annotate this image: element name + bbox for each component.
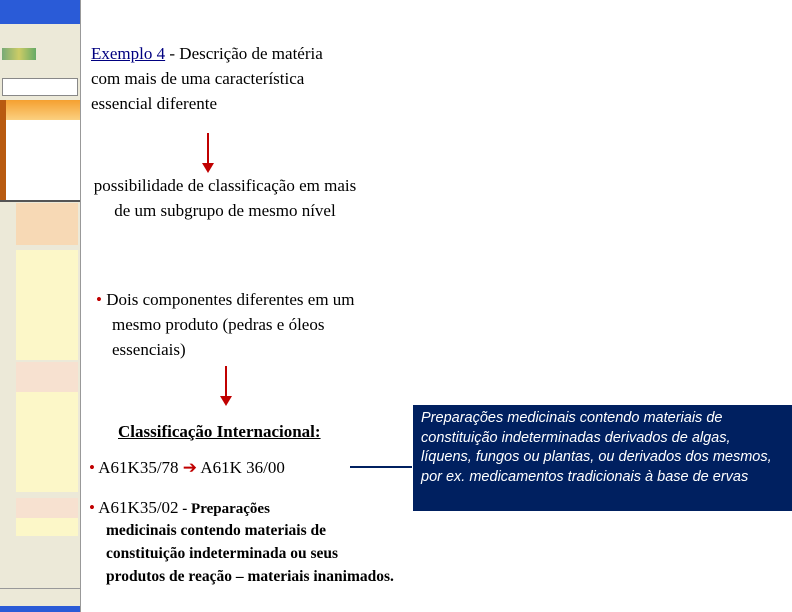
code2-desc-start: - Preparações	[178, 501, 270, 517]
possibility-text: possibilidade de classificação em mais de um subgrupo de mesmo nível	[93, 176, 357, 220]
down-arrow-icon	[207, 133, 209, 171]
code2-line	[89, 495, 270, 522]
example-link[interactable]: Exemplo 4	[91, 44, 166, 63]
connector-line	[350, 466, 412, 468]
example-description: - Descrição de matéria com mais de uma característica essencial diferente	[91, 44, 323, 113]
example-title	[91, 41, 341, 116]
code2-description: medicinais contendo materiais de constituição indeterminada ou seus produtos de reação – materiais inanimados.	[106, 522, 394, 585]
code2: A61K35/02	[98, 498, 179, 517]
code-to: A61K 36/00	[200, 458, 285, 477]
bullet-icon: •	[89, 458, 95, 477]
bullet-icon: •	[96, 290, 102, 309]
code-from: A61K35/78	[98, 458, 179, 477]
classification-heading: Classificação Internacional:	[118, 422, 321, 441]
bullet-text: Dois componentes diferentes em um mesmo produto (pedras e óleos essenciais)	[106, 290, 355, 359]
right-arrow-icon: ➔	[182, 458, 198, 477]
down-arrow-icon	[225, 366, 227, 404]
code-mapping	[89, 455, 285, 480]
definition-box: Preparações medicinais contendo materiais de constituição indeterminadas derivados de algas, líquens, fungos ou plantas, ou derivados dos mesmos, por ex. medicamentos tradicionais à base de ervas	[413, 405, 792, 511]
bullet-components	[96, 287, 402, 362]
bullet-icon: •	[89, 498, 95, 517]
classification-browser-screenshot	[0, 0, 81, 612]
